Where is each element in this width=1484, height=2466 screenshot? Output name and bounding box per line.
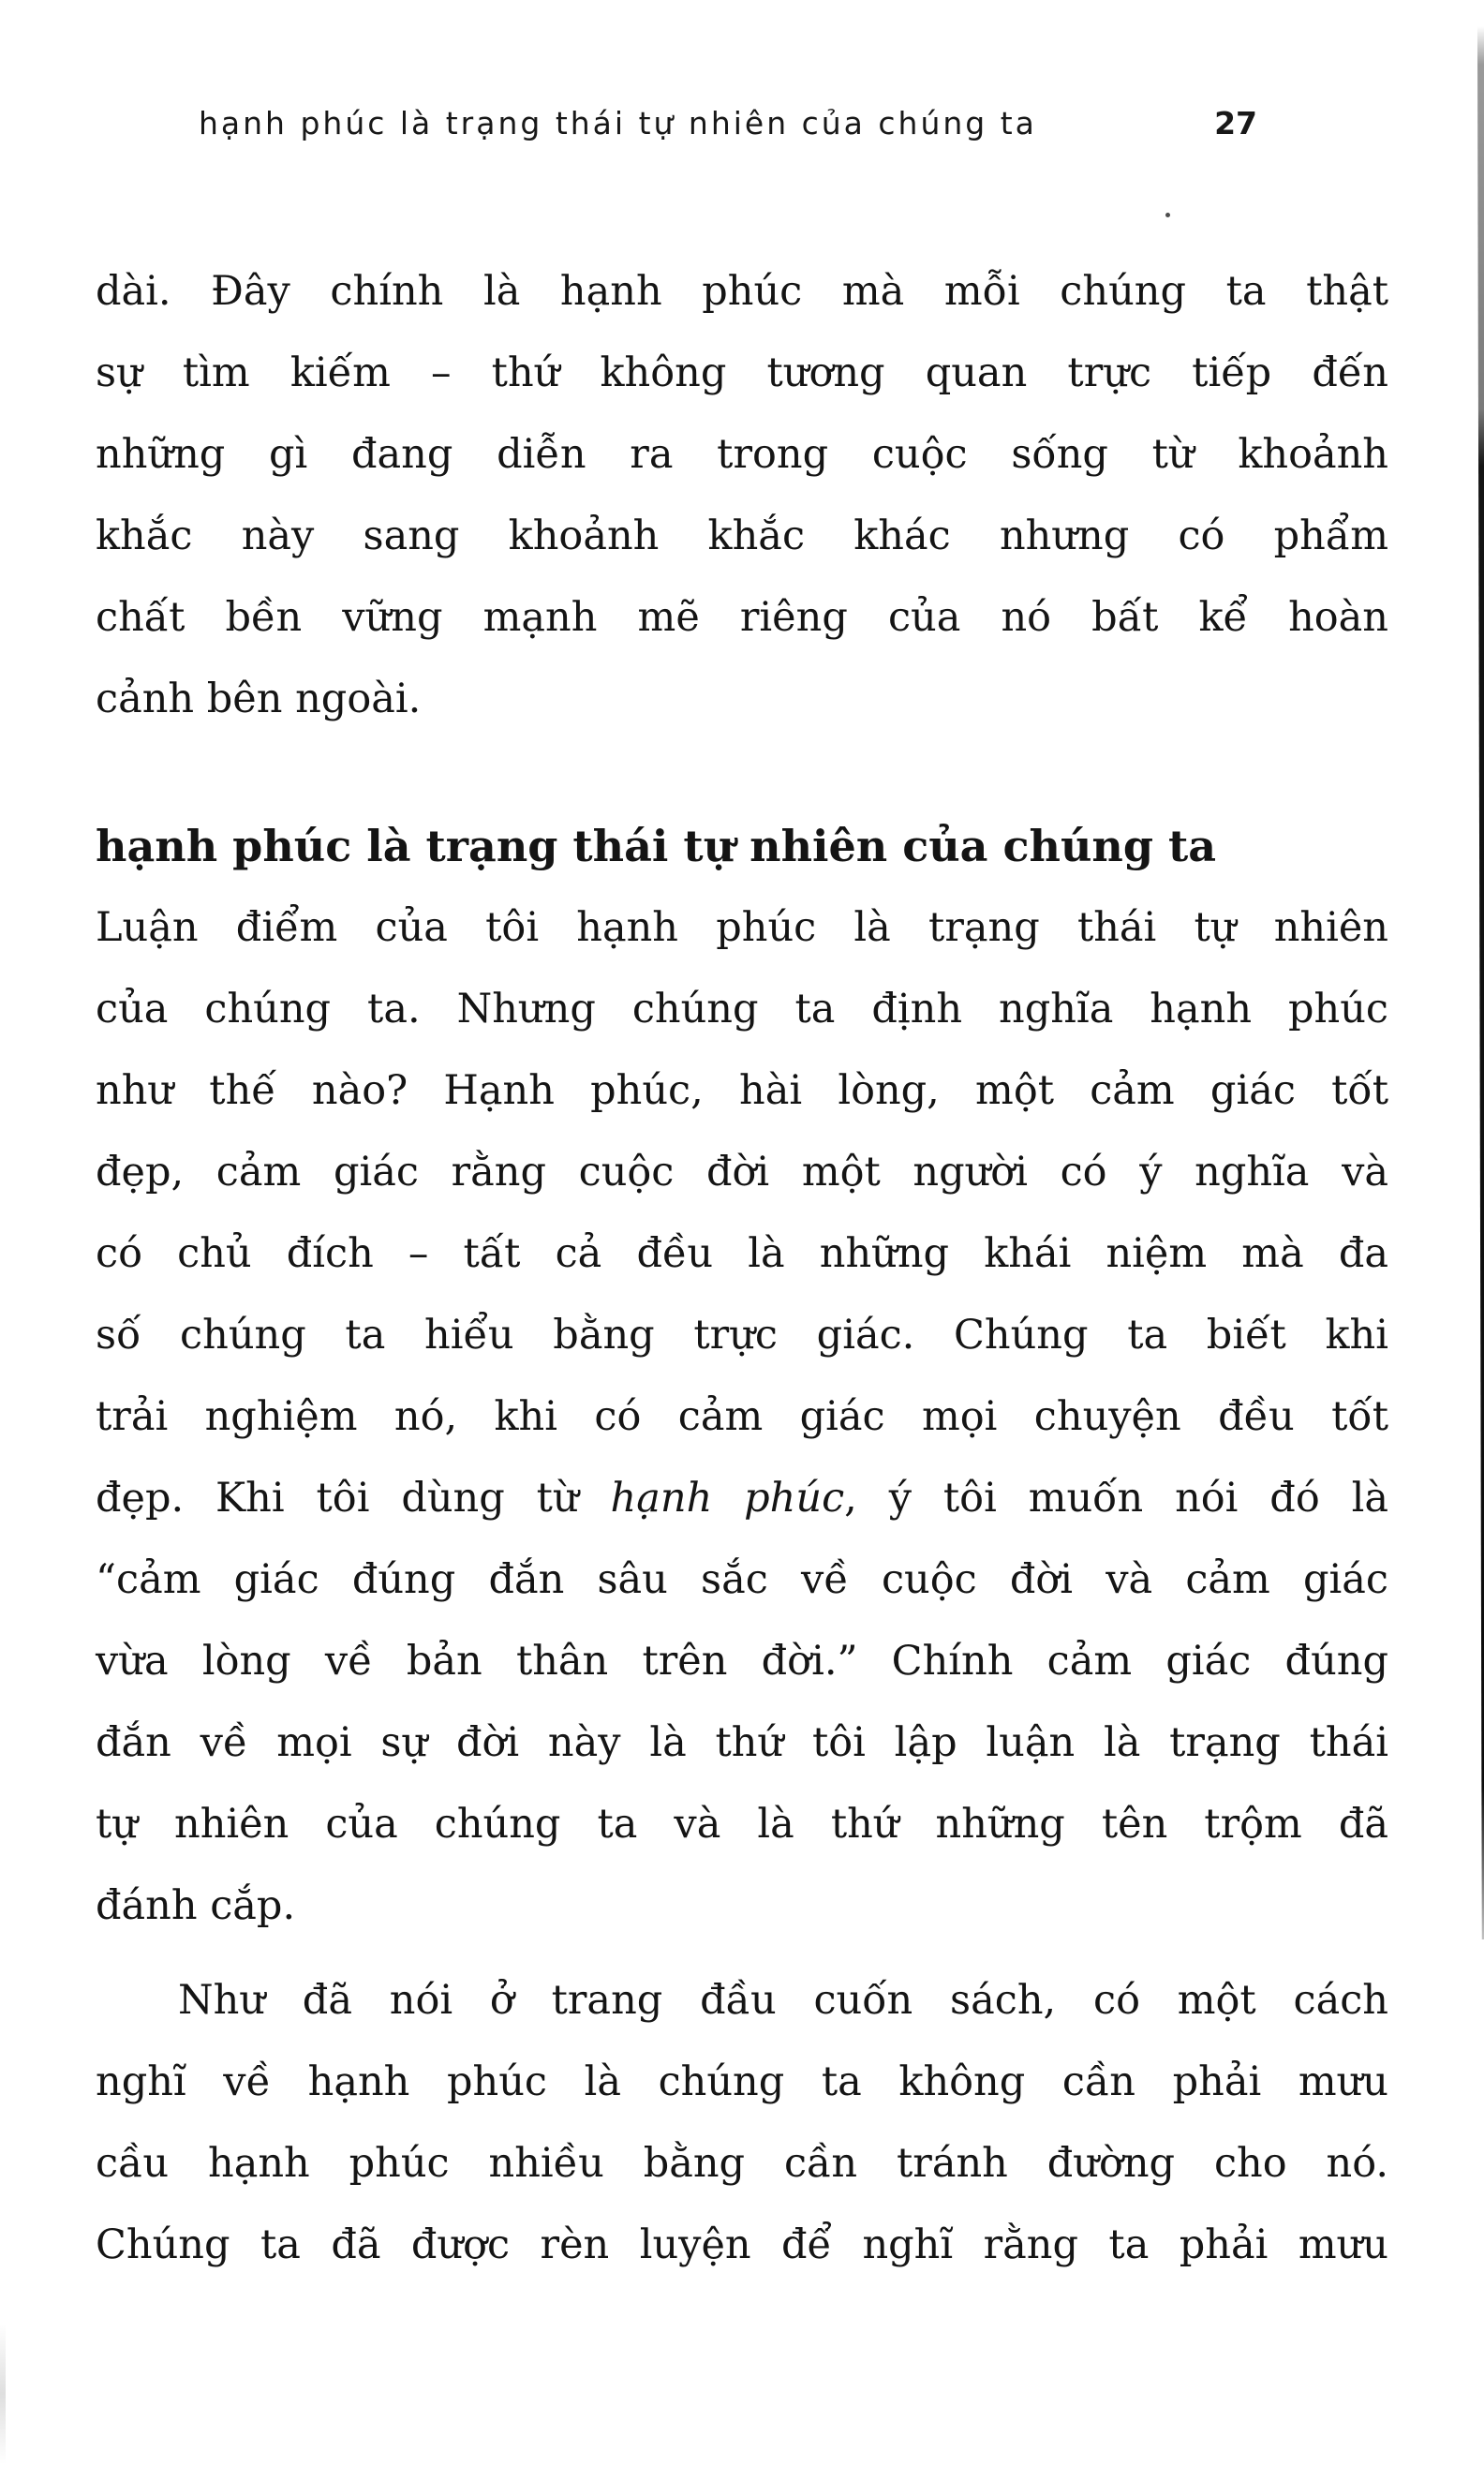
section-heading: hạnh phúc là trạng thái tự nhiên của chúng ta [96, 821, 1217, 871]
text-segment: , ý tôi muốn nói đó là [844, 1475, 1388, 1522]
scan-smudge [0, 2324, 6, 2464]
text-line: như thế nào? Hạnh phúc, hài lòng, một cảm giác tốt [96, 1067, 1388, 1114]
running-header [96, 105, 1388, 141]
text-line: Như đã nói ở trang đầu cuốn sách, có một cách [178, 1977, 1388, 2024]
text-line: Chúng ta đã được rèn luyện để nghĩ rằng ta phải mưu [96, 2221, 1388, 2268]
text-line: có chủ đích – tất cả đều là những khái niệm mà đa [96, 1230, 1388, 1277]
text-line: tự nhiên của chúng ta và là thứ những tên trộm đã [96, 1801, 1388, 1848]
page-body [96, 251, 1388, 2286]
paragraph-2 [96, 887, 1388, 1947]
paragraph-1 [96, 251, 1388, 740]
text-line: của chúng ta. Nhưng chúng ta định nghĩa hạnh phúc [96, 986, 1388, 1032]
scan-speck [1165, 213, 1170, 217]
text-line: chất bền vững mạnh mẽ riêng của nó bất kể hoàn [96, 594, 1388, 641]
paragraph-3 [96, 1960, 1388, 2286]
page-edge-shadow [1477, 26, 1484, 1939]
text-line: cầu hạnh phúc nhiều bằng cần tránh đường cho nó. [96, 2140, 1388, 2187]
text-segment: đẹp. Khi tôi dùng từ [96, 1475, 611, 1522]
text-line: số chúng ta hiểu bằng trực giác. Chúng ta biết khi [96, 1312, 1388, 1359]
text-line: những gì đang diễn ra trong cuộc sống từ khoảnh [96, 431, 1388, 478]
text-line: dài. Đây chính là hạnh phúc mà mỗi chúng ta thật [96, 268, 1388, 315]
running-header-title: hạnh phúc là trạng thái tự nhiên của chúng ta [199, 105, 1037, 141]
text-line: nghĩ về hạnh phúc là chúng ta không cần phải mưu [96, 2058, 1388, 2105]
text-line: vừa lòng về bản thân trên đời.” Chính cảm giác đúng [96, 1638, 1388, 1685]
text-line: đẹp, cảm giác rằng cuộc đời một người có ý nghĩa và [96, 1149, 1388, 1196]
text-line: trải nghiệm nó, khi có cảm giác mọi chuyện đều tốt [96, 1393, 1388, 1440]
text-line: đánh cắp. [96, 1882, 296, 1929]
italic-term: hạnh phúc [610, 1475, 845, 1522]
text-line: Luận điểm của tôi hạnh phúc là trạng thái tự nhiên [96, 904, 1388, 951]
text-line: khắc này sang khoảnh khắc khác nhưng có phẩm [96, 513, 1388, 559]
text-line: cảnh bên ngoài. [96, 676, 422, 722]
text-line-with-italic [96, 1458, 1388, 1539]
text-line: sự tìm kiếm – thứ không tương quan trực tiếp đến [96, 349, 1388, 396]
page-number: 27 [1214, 105, 1257, 141]
text-line: “cảm giác đúng đắn sâu sắc về cuộc đời và cảm giác [96, 1556, 1388, 1603]
text-line: đắn về mọi sự đời này là thứ tôi lập luận là trạng thái [96, 1719, 1388, 1766]
